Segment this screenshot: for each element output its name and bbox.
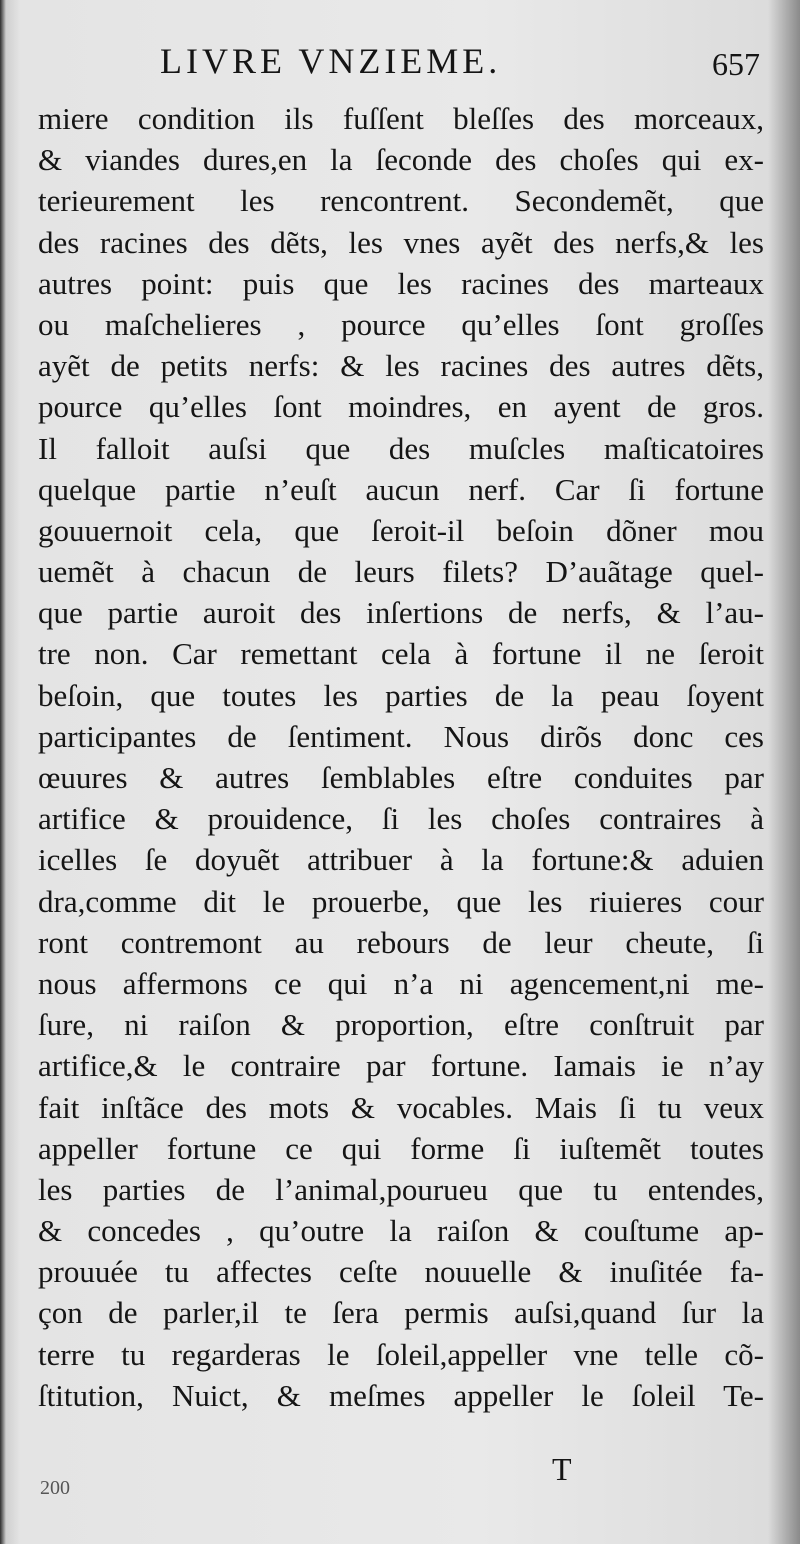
- text-line: participantes de ſentiment. Nous dirõs donc ces: [38, 718, 764, 754]
- text-line: que partie auroit des inſertions de nerfs, & l’au-: [38, 595, 764, 631]
- text-line: terre tu regarderas le ſoleil,appeller vne telle cõ-: [38, 1336, 764, 1372]
- text-line: œuures & autres ſemblables eſtre conduites par: [38, 760, 764, 795]
- catchword: T: [552, 1451, 572, 1487]
- text-line: ou maſchelieres , pource qu’elles ſont groſſes: [38, 306, 764, 342]
- text-line: gouuernoit cela, que ſeroit-il beſoin dõner mou: [38, 512, 764, 548]
- page-number: 657: [712, 46, 760, 82]
- text-line: uemẽt à chacun de leurs filets? D’auãtage quel-: [38, 554, 764, 590]
- text-line: appeller fortune ce qui forme ſi iuſtemẽt toutes: [38, 1130, 764, 1166]
- running-head: LIVRE VNZIEME.: [160, 41, 502, 81]
- text-line: & viandes dures,en la ſeconde des choſes qui ex-: [38, 142, 764, 178]
- text-line: prouuée tu affectes ceſte nouuelle & inuſitée fa-: [38, 1254, 764, 1290]
- text-line: quelque partie n’euſt aucun nerf. Car ſi fortune: [38, 471, 764, 507]
- text-line: ront contremont au rebours de leur cheute, ſi: [38, 924, 764, 960]
- text-line: beſoin, que toutes les parties de la peau ſoyent: [38, 677, 764, 713]
- text-line: ayẽt de petits nerfs: & les racines des autres dẽts,: [38, 348, 764, 384]
- text-line: tre non. Car remettant cela à fortune il ne ſeroit: [38, 636, 764, 672]
- signature-mark: 200: [40, 1477, 70, 1499]
- text-line: terieurement les rencontrent. Secondemẽt, que: [38, 183, 764, 219]
- text-line: fait inſtãce des mots & vocables. Mais ſi tu veux: [38, 1089, 764, 1125]
- text-line: nous affermons ce qui n’a ni agencement,ni me-: [38, 965, 764, 1001]
- text-line: autres point: puis que les racines des marteaux: [38, 265, 764, 301]
- text-line: ſtitution, Nuict, & meſmes appeller le ſoleil Te-: [38, 1377, 764, 1413]
- text-line: miere condition ils fuſſent bleſſes des morceaux,: [38, 101, 764, 136]
- text-line: & concedes , qu’outre la raiſon & couſtume ap-: [38, 1213, 764, 1249]
- text-line: dra,comme dit le prouerbe, que les riuieres cour: [38, 883, 764, 919]
- body-text: [38, 98, 764, 1416]
- text-line: des racines des dẽts, les vnes ayẽt des nerfs,& les: [38, 224, 764, 260]
- text-line: pource qu’elles ſont moindres, en ayent de gros.: [38, 389, 764, 425]
- text-line: artifice & prouidence, ſi les choſes contraires à: [38, 801, 764, 837]
- text-line: çon de parler,il te ſera permis auſsi,quand ſur la: [38, 1295, 764, 1331]
- text-line: les parties de l’animal,pourueu que tu entendes,: [38, 1171, 764, 1207]
- text-line: artifice,& le contraire par fortune. Iamais ie n’ay: [38, 1048, 764, 1084]
- page-header: [0, 40, 800, 90]
- text-line: ſure, ni raiſon & proportion, eſtre conſtruit par: [38, 1007, 764, 1043]
- text-line: icelles ſe doyuẽt attribuer à la fortune:& aduien: [38, 842, 764, 878]
- text-line: Il falloit auſsi que des muſcles maſticatoires: [38, 430, 764, 466]
